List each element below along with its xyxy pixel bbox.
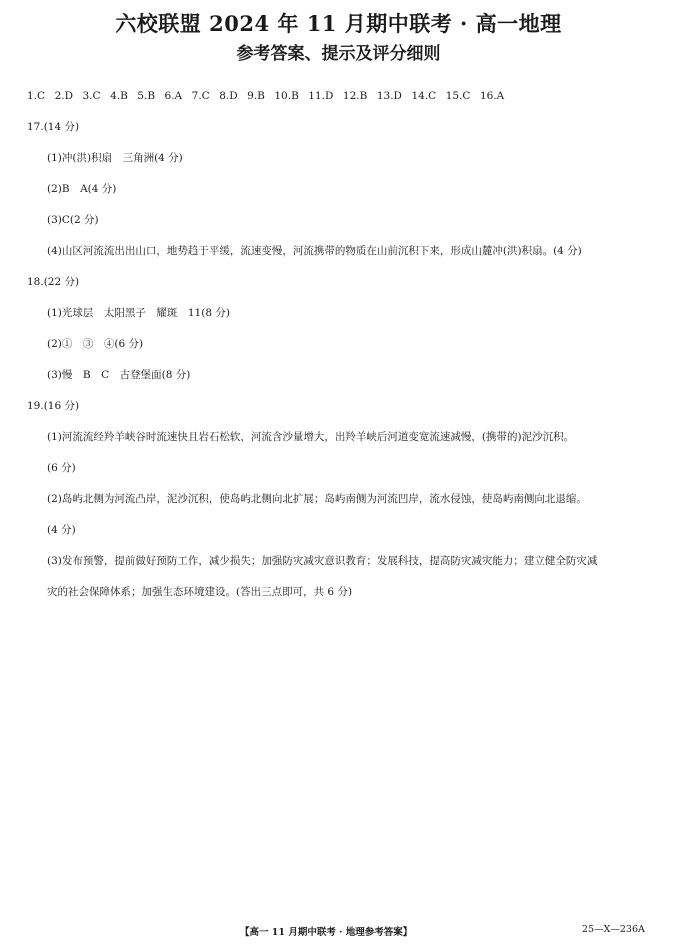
q17-part-4: (4)山区河流流出出山口，地势趋于平缓，流速变慢，河流携带的物质在山前沉积下来，形成山麓冲(洪)积扇。(4 分) xyxy=(47,245,582,257)
q18-part-3: (3)慢 B C 古登堡面(8 分) xyxy=(47,369,191,381)
choice-answer: 1.C xyxy=(27,90,46,102)
choice-answer: 7.C xyxy=(191,90,210,102)
footer-title: 【高一 11 月期中联考 · 地理参考答案】 xyxy=(240,927,413,938)
choice-answer: 8.D xyxy=(219,90,238,102)
choice-answer: 12.B xyxy=(342,90,368,102)
choice-answer: 9.B xyxy=(247,90,265,102)
q19-part-1-line-1: (1)河流流经羚羊峡谷时流速快且岩石松软，河流含沙量增大，出羚羊峡后河道变宽流速减慢，(携带的)泥沙沉积。 xyxy=(47,431,575,443)
q19-part-2-line-1: (2)岛屿北侧为河流凸岸，泥沙沉积，使岛屿北侧向北扩展；岛屿南侧为河流凹岸，流水侵蚀，使岛屿南侧向北退缩。 xyxy=(47,493,587,505)
q18-heading: 18.(22 分) xyxy=(27,276,80,288)
page-title: 六校联盟 2024 年 11 月期中联考 · 高一地理 xyxy=(115,11,562,36)
choice-answer: 11.D xyxy=(308,90,334,102)
choice-answer: 4.B xyxy=(110,90,128,102)
choice-answer: 5.B xyxy=(137,90,156,102)
choice-answer: 10.B xyxy=(274,90,299,102)
q19-heading: 19.(16 分) xyxy=(27,400,80,412)
q19-part-1-line-2: (6 分) xyxy=(47,462,76,474)
q17-part-1: (1)冲(洪)积扇 三角洲(4 分) xyxy=(47,152,183,164)
choice-answer: 6.A xyxy=(164,90,183,102)
q17-part-2: (2)B A(4 分) xyxy=(47,183,117,195)
choice-answer: 14.C xyxy=(411,90,437,102)
q18-part-1: (1)光球层 太阳黑子 耀斑 11(8 分) xyxy=(47,307,230,319)
q17-heading: 17.(14 分) xyxy=(27,121,80,133)
choice-answer: 16.A xyxy=(479,90,505,102)
footer-code: 25—X—236A xyxy=(582,924,645,935)
choice-answer: 2.D xyxy=(54,90,73,102)
choice-answer: 13.D xyxy=(376,90,402,102)
choice-answer: 3.C xyxy=(82,90,101,102)
q18-part-2: (2)① ③ ④(6 分) xyxy=(47,338,144,350)
choice-answers-row xyxy=(27,88,514,104)
q19-part-3-line-2: 灾的社会保障体系；加强生态环境建设。(答出三点即可，共 6 分) xyxy=(47,586,353,598)
q19-part-2-line-2: (4 分) xyxy=(47,524,76,536)
page-subtitle: 参考答案、提示及评分细则 xyxy=(236,44,441,64)
choice-answer: 15.C xyxy=(445,90,471,102)
q17-part-3: (3)C(2 分) xyxy=(47,214,99,226)
q19-part-3-line-1: (3)发布预警，提前做好预防工作，减少损失；加强防灾减灾意识教育；发展科技，提高防灾减灾能力；建立健全防灾减 xyxy=(47,555,598,567)
